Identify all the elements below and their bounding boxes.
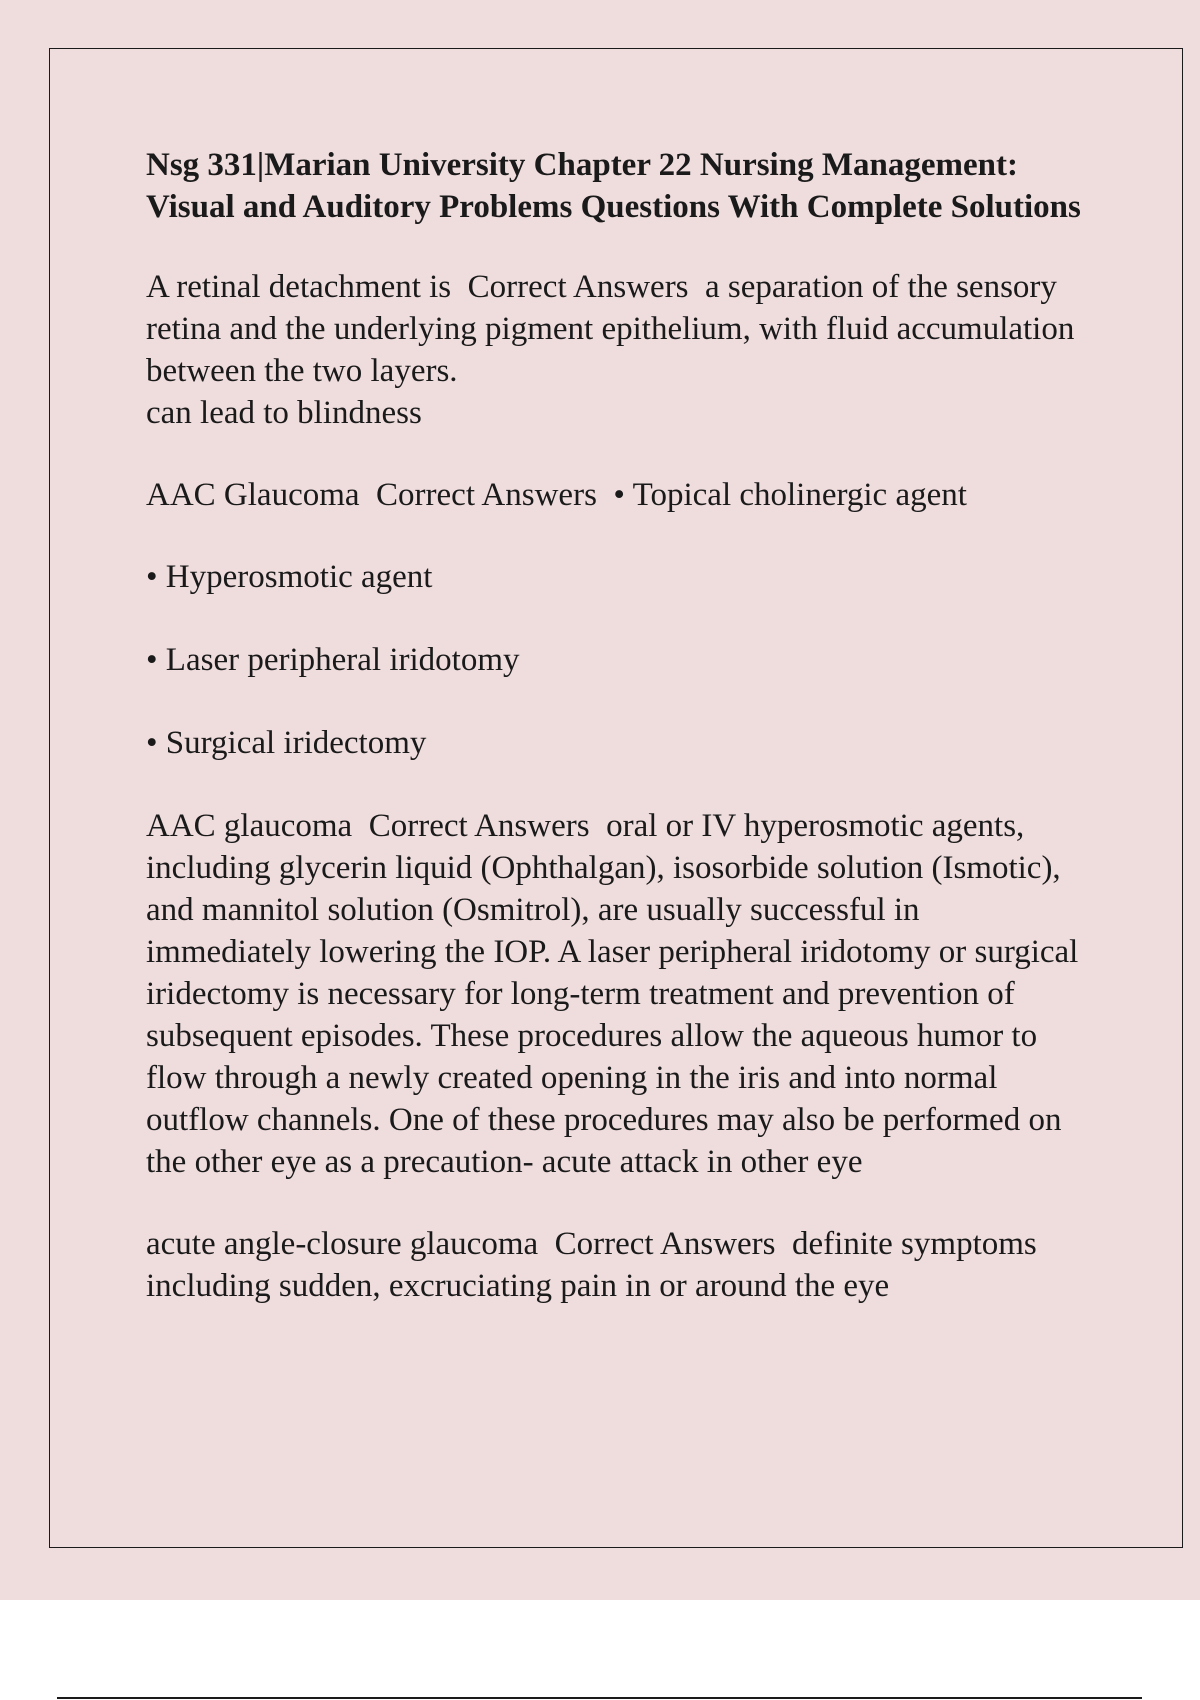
document-title: Nsg 331|Marian University Chapter 22 Nursing Management: Visual and Auditory Problems Questions With Complete Solutions — [146, 147, 1081, 225]
bullet-item: • Surgical iridectomy — [146, 725, 427, 761]
qa-answer-label: Correct Answers — [554, 1226, 776, 1262]
footer-divider — [57, 1697, 1142, 1699]
qa-answer: definite symptoms including sudden, excruciating pain in or around the eye — [146, 1226, 1037, 1304]
qa-answer: oral or IV hyperosmotic agents, including glycerin liquid (Ophthalgan), isosorbide solution (Ismotic), and mannitol solution (Osmitrol), are usually successful in immediately lowering the IOP. A laser peripheral iridotomy or surgical iridectomy is necessary for long-term treatment and prevention of subsequent episodes. These procedures allow the aqueous humor to flow through a newly created opening in the iris and into normal outflow channels. One of these procedures may also be performed on the other eye as a precaution- acute attack in other eye — [146, 808, 1079, 1180]
qa-answer-label: Correct Answers — [467, 269, 689, 305]
qa-answer-label: Correct Answers — [368, 808, 590, 844]
qa-item-aac-glaucoma-treatment — [146, 805, 1086, 1183]
qa-answer: a separation of the sensory retina and the underlying pigment epithelium, with fluid accumulation between the two layers. — [146, 269, 1075, 389]
qa-term: AAC Glaucoma — [146, 477, 360, 513]
qa-item-acute-angle-closure — [146, 1223, 1086, 1307]
qa-item-aac-glaucoma — [146, 474, 1086, 516]
bullet-item: • Hyperosmotic agent — [146, 559, 433, 595]
qa-extra: can lead to blindness — [146, 395, 422, 431]
qa-term: acute angle-closure glaucoma — [146, 1226, 539, 1262]
qa-item-retinal-detachment — [146, 266, 1086, 434]
qa-answer: • Topical cholinergic agent — [613, 477, 967, 513]
qa-term: A retinal detachment is — [146, 269, 452, 305]
qa-answer-label: Correct Answers — [376, 477, 597, 513]
qa-term: AAC glaucoma — [146, 808, 353, 844]
bullet-item: • Laser peripheral iridotomy — [146, 642, 520, 678]
document-content — [146, 144, 1086, 1347]
